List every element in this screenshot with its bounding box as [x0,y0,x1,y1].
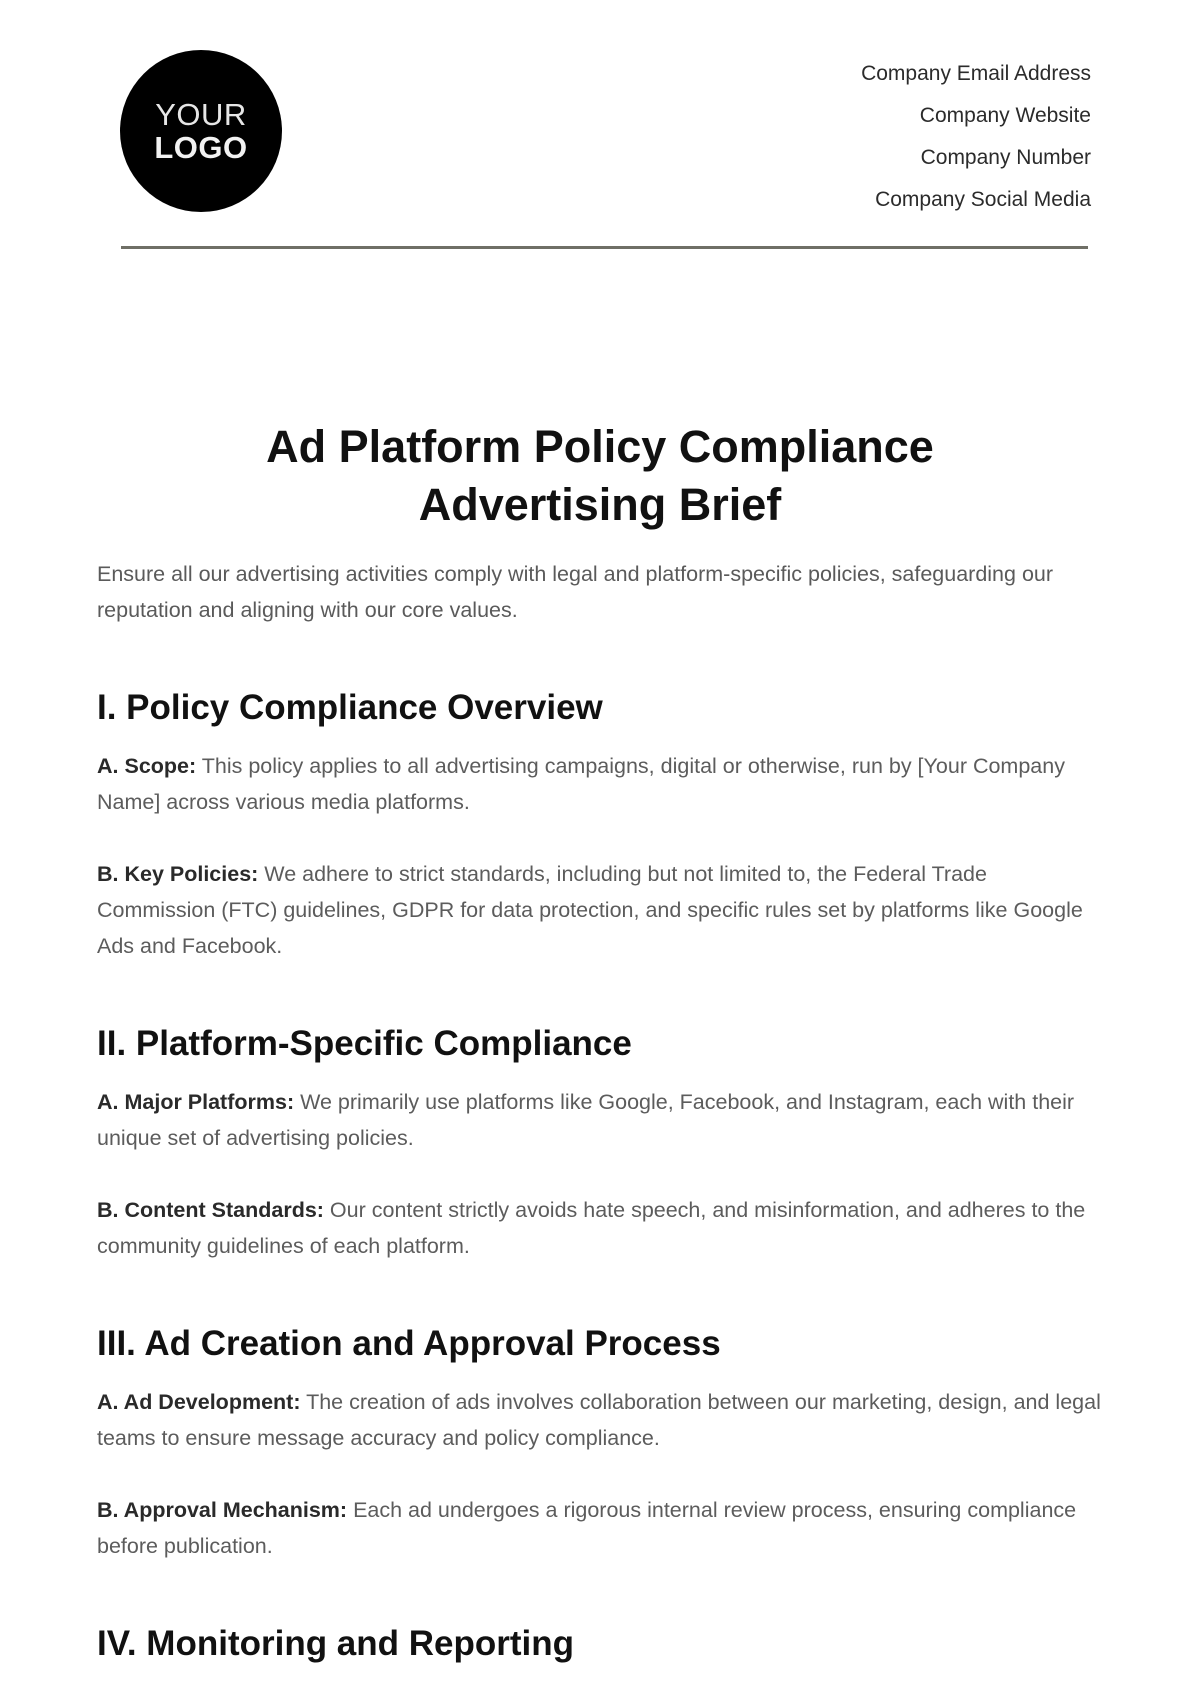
document-body [97,556,1107,1666]
section-monitoring-reporting [97,1622,1107,1666]
company-logo [120,50,282,212]
section-heading: III. Ad Creation and Approval Process [97,1324,721,1363]
section-item-content-standards [97,1192,1107,1264]
section-heading: II. Platform-Specific Compliance [97,1024,632,1063]
section-heading: I. Policy Compliance Overview [97,688,603,727]
item-text: Our content strictly avoids hate speech, and misinformation, and adheres to the community guidelines of each platform. [97,1198,1086,1258]
company-website: Company Website [919,104,1091,127]
item-label: B. Content Standards: [97,1198,324,1222]
document-title-line1: Ad Platform Policy Compliance [266,421,934,472]
item-label: B. Approval Mechanism: [97,1498,348,1522]
item-text: We primarily use platforms like Google, Facebook, and Instagram, each with their unique set of advertising policies. [97,1090,1075,1150]
item-text: We adhere to strict standards, including but not limited to, the Federal Trade Commission (FTC) guidelines, GDPR for data protection, and specific rules set by platforms like Google Ads and Facebook. [97,862,1083,958]
section-item-key-policies [97,856,1107,964]
item-text: This policy applies to all advertising campaigns, digital or otherwise, run by [Your Company Name] across various media platforms. [97,754,1065,814]
company-number: Company Number [920,146,1091,169]
header-divider [121,246,1088,249]
item-label: B. Key Policies: [97,862,259,886]
logo-text-line2: LOGO [154,130,248,165]
company-contact-block [861,53,1091,221]
section-platform-specific-compliance [97,1022,1107,1264]
section-heading: IV. Monitoring and Reporting [97,1624,575,1663]
company-email: Company Email Address [861,62,1091,85]
item-label: A. Ad Development: [97,1390,301,1414]
section-policy-compliance-overview [97,686,1107,964]
document-title [0,418,1200,534]
section-item-ad-development [97,1384,1107,1456]
item-label: A. Scope: [97,754,197,778]
item-label: A. Major Platforms: [97,1090,295,1114]
item-text: The creation of ads involves collaboration between our marketing, design, and legal teams to ensure message accuracy and policy compliance. [97,1390,1101,1450]
company-social-media: Company Social Media [875,188,1091,211]
item-text: Each ad undergoes a rigorous internal review process, ensuring compliance before publication. [97,1498,1077,1558]
intro-paragraph: Ensure all our advertising activities comply with legal and platform-specific policies, safeguarding our reputation and aligning with our core values. [97,562,1054,622]
section-item-approval-mechanism [97,1492,1107,1564]
section-item-major-platforms [97,1084,1107,1156]
document-title-line2: Advertising Brief [418,479,782,530]
letterhead [0,0,1200,260]
logo-text-line1: YOUR [155,97,247,132]
section-item-scope [97,748,1107,820]
section-ad-creation-approval [97,1322,1107,1564]
